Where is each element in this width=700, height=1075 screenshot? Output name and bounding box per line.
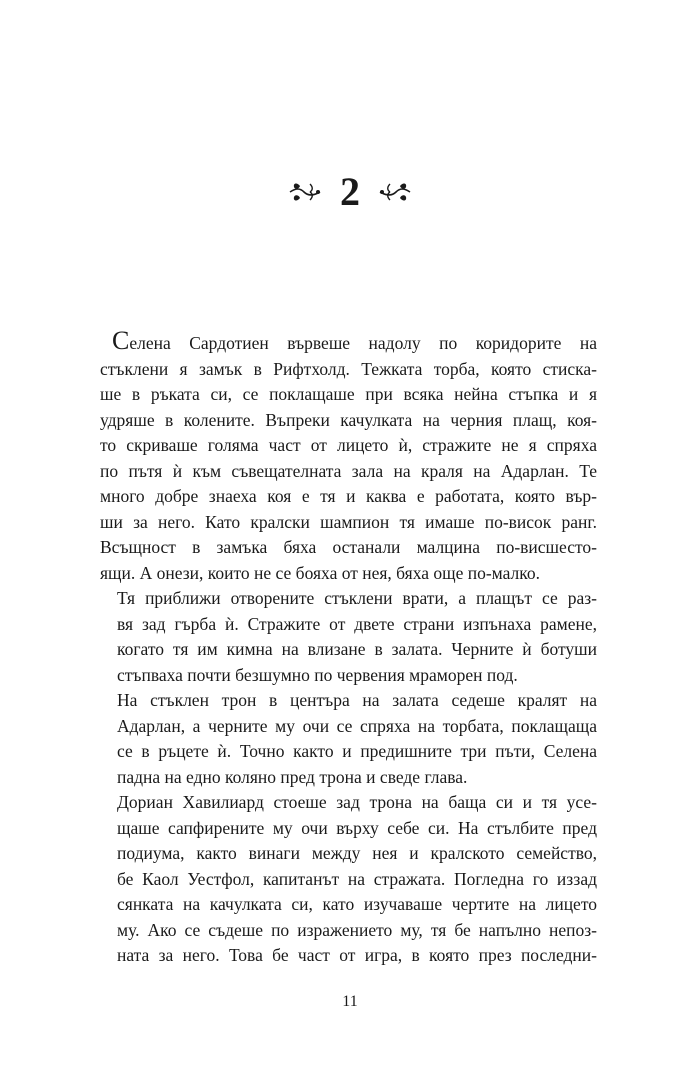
text-line: На стъклен трон в центъра на залата седеше кралят на [117, 690, 597, 710]
text-line: то скриваше голяма част от лицето ѝ, стражите не я спряха [100, 435, 597, 455]
text-line: се в ръцете ѝ. Точно както и предишните три пъти, Селена [117, 741, 597, 761]
text-line: подиума, както винаги между нея и кралското семейство, [117, 843, 597, 863]
body-text [100, 326, 597, 969]
text-line: бе Каол Уестфол, капитанът на стражата. Погледна го иззад [117, 868, 597, 889]
text-line: стъклени я замък в Рифтхолд. Тежката торба, която стиска- [100, 358, 597, 379]
text-line: Адарлан, а черните му очи се спряха на торбата, поклащаща [117, 715, 597, 736]
ornament-right-icon [378, 178, 412, 206]
dropcap: С [112, 326, 130, 355]
text-line: сянката на качулката си, като изучаваше чертите на лицето [117, 894, 597, 914]
text-line: Селена Сардотиен вървеше надолу по коридорите на [100, 331, 597, 357]
text-line: ната за него. Това бе част от игра, в която през последни- [117, 945, 597, 965]
text-line: много добре знаеха коя е тя и каква е работата, която вър- [100, 486, 597, 506]
chapter-number: 2 [340, 169, 360, 214]
text-line: щаше сапфирените му очи върху себе си. На стълбите пред [117, 817, 597, 838]
paragraph-4 [100, 790, 597, 969]
text-line: му. Ако се съдеше по изражението му, тя бе напълно непоз- [117, 919, 597, 940]
paragraph-1 [100, 326, 597, 586]
text-line: ящи. А онези, които не се бояха от нея, бяха още по-малко. [100, 562, 541, 583]
paragraph-2 [100, 586, 597, 688]
text-line: удряше в колените. Въпреки качулката на черния плащ, коя- [100, 409, 597, 430]
text-line: Всъщност в замъка бяха останали малцина по-висшесто- [100, 537, 597, 557]
page-number: 11 [342, 993, 358, 1010]
text-line: Дориан Хавилиард стоеше зад трона на баща си и тя усе- [117, 792, 597, 812]
paragraph-3 [100, 688, 597, 790]
text-line: вя зад гърба ѝ. Стражите от двете страни изпънаха рамене, [117, 613, 597, 634]
text-line: когато тя им кимна на влизане в залата. Черните ѝ ботуши [117, 639, 597, 659]
text-line: ше в ръката си, се поклащаше при всяка нейна стъпка и я [100, 384, 597, 404]
text-line: Тя приближи отворените стъклени врати, а плащът се раз- [117, 588, 597, 608]
ornament-left-icon [288, 178, 322, 206]
text-line: стъпваха почти безшумно по червения мраморен под. [117, 664, 518, 685]
text-line: по пътя ѝ към съвещателната зала на краля на Адарлан. Те [100, 460, 597, 481]
text-line: ши за него. Като кралски шампион тя имаше по-висок ранг. [100, 511, 597, 532]
chapter-heading [0, 170, 700, 214]
text-line: падна на едно коляно пред трона и сведе глава. [117, 766, 468, 787]
